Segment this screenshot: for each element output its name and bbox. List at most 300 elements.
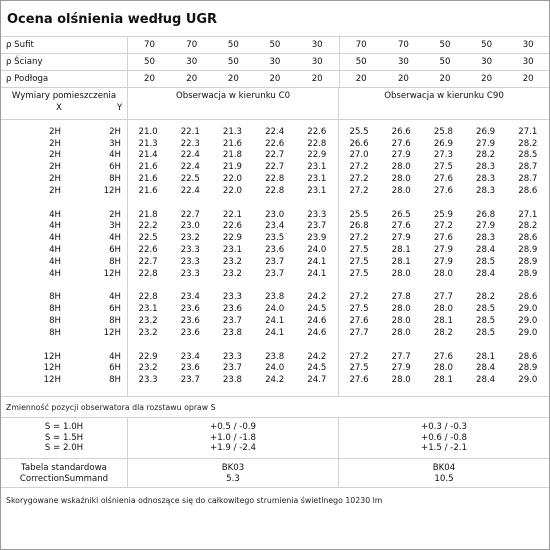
- c0-variation-column: [128, 422, 338, 454]
- ugr-value: 27.9: [476, 221, 496, 232]
- ugr-value: 28.1: [391, 245, 411, 256]
- c90-variation: +1.5 / -2.1: [421, 443, 467, 453]
- divider: [1, 487, 549, 488]
- reflectance-value: 30: [466, 54, 508, 71]
- reflectance-value: 50: [213, 37, 255, 54]
- ugr-value: 22.9: [138, 351, 158, 362]
- ugr-value: 27.2: [349, 233, 369, 244]
- divider: [1, 458, 549, 459]
- ugr-value: 27.5: [349, 256, 369, 267]
- ugr-value: 27.9: [391, 150, 411, 161]
- reflectance-value: 20: [128, 71, 171, 88]
- room-y: 4H: [109, 150, 121, 161]
- ugr-value: 25.5: [349, 126, 369, 137]
- ugr-value: 28.3: [476, 233, 496, 244]
- ugr-value: 28.9: [518, 268, 538, 279]
- divider: [127, 88, 128, 120]
- ugr-value: 21.0: [138, 126, 158, 137]
- ugr-value: 27.7: [391, 351, 411, 362]
- ugr-value: 24.6: [307, 316, 327, 327]
- group-spacer: [1, 339, 549, 351]
- c90-header: Obserwacja w kierunku C90: [384, 91, 504, 101]
- ugr-value: 22.4: [180, 150, 200, 161]
- ugr-value: 21.6: [138, 174, 158, 185]
- reflectance-value: 70: [339, 37, 382, 54]
- ugr-value: 24.0: [307, 245, 327, 256]
- ugr-value: 22.8: [265, 174, 285, 185]
- reflectance-label: ρ Ściany: [1, 54, 128, 71]
- ugr-value: 21.8: [222, 150, 243, 161]
- ugr-value: 23.2: [138, 363, 158, 374]
- ugr-value: 23.6: [180, 316, 200, 327]
- ugr-value: 28.9: [518, 363, 538, 374]
- ugr-value: 28.1: [391, 256, 411, 267]
- divider: [338, 88, 339, 120]
- ugr-value: 27.1: [518, 209, 538, 220]
- ugr-value: 27.2: [349, 292, 369, 303]
- room-y: 6H: [109, 245, 121, 256]
- c90-variation-column: [339, 422, 549, 454]
- ugr-value: 23.3: [180, 245, 200, 256]
- reflectance-value: 50: [339, 54, 382, 71]
- reflectance-value: 30: [171, 54, 213, 71]
- room-x: 4H: [49, 245, 61, 256]
- ugr-value: 27.6: [433, 185, 453, 196]
- ugr-value: 22.9: [222, 233, 243, 244]
- ugr-value: 28.0: [391, 268, 411, 279]
- ugr-value: 23.6: [180, 327, 200, 338]
- room-y: 12H: [103, 327, 121, 338]
- ugr-value: 22.8: [138, 292, 158, 303]
- c0-standard: [128, 463, 338, 485]
- divider: [127, 458, 128, 487]
- c90-correction: 10.5: [434, 474, 454, 484]
- ugr-value: 22.6: [265, 138, 285, 149]
- ugr-value: 26.8: [349, 221, 369, 232]
- x-label: X: [56, 103, 62, 113]
- table-header: [1, 88, 549, 120]
- ugr-value: 27.6: [349, 316, 369, 327]
- room-y: 4H: [109, 292, 121, 303]
- c90-variation: +0.3 / -0.3: [421, 422, 467, 432]
- page-title: Ocena olśnienia według UGR: [7, 12, 218, 27]
- room-y: 4H: [109, 351, 121, 362]
- divider: [338, 458, 339, 487]
- divider: [127, 120, 128, 396]
- room-dimensions-label: Wymiary pomieszczenia: [11, 91, 117, 101]
- room-y: 12H: [103, 268, 121, 279]
- room-y: 2H: [109, 209, 121, 220]
- ugr-value: 22.5: [180, 174, 200, 185]
- ugr-value: 22.7: [180, 209, 200, 220]
- ugr-value: 23.2: [138, 327, 158, 338]
- reflectance-value: 20: [296, 71, 339, 88]
- ugr-value: 28.0: [391, 185, 411, 196]
- ugr-value: 28.4: [476, 363, 496, 374]
- reflectance-value: 30: [507, 54, 549, 71]
- ugr-value: 21.9: [222, 162, 243, 173]
- c0-correction: 5.3: [226, 474, 240, 484]
- ugr-value: 28.1: [433, 316, 453, 327]
- room-y: 6H: [109, 304, 121, 315]
- c0-header: Obserwacja w kierunku C0: [175, 91, 291, 101]
- ugr-value: 28.2: [476, 150, 496, 161]
- ugr-value: 26.9: [433, 138, 453, 149]
- ugr-value: 28.3: [476, 162, 496, 173]
- ugr-value: 23.1: [307, 162, 327, 173]
- table-row: [1, 292, 549, 304]
- room-y: 8H: [109, 375, 121, 386]
- reflectance-value: 20: [171, 71, 213, 88]
- table-row: [1, 268, 549, 280]
- room-y: 2H: [109, 126, 121, 137]
- reflectance-value: 20: [424, 71, 466, 88]
- spacing-label: S = 1.5H: [44, 432, 84, 443]
- ugr-value: 23.7: [222, 363, 243, 374]
- ugr-value: 28.0: [391, 162, 411, 173]
- table-row: [1, 363, 549, 375]
- ugr-value: 23.0: [265, 209, 285, 220]
- room-x: 4H: [49, 209, 61, 220]
- ugr-value: 28.3: [476, 174, 496, 185]
- reflectance-row: [1, 37, 549, 54]
- ugr-value: 22.4: [180, 185, 200, 196]
- ugr-value: 27.3: [433, 150, 453, 161]
- reflectance-value: 20: [466, 71, 508, 88]
- ugr-value: 26.9: [476, 126, 496, 137]
- ugr-value: 27.9: [476, 138, 496, 149]
- ugr-value: 23.6: [180, 363, 200, 374]
- ugr-value: 28.1: [433, 375, 453, 386]
- ugr-value: 21.4: [138, 150, 158, 161]
- ugr-value: 23.1: [307, 174, 327, 185]
- ugr-value: 27.6: [433, 174, 453, 185]
- table-row: [1, 327, 549, 339]
- room-x: 2H: [49, 138, 61, 149]
- reflectance-value: 20: [507, 71, 549, 88]
- group-spacer: [1, 197, 549, 209]
- room-x: 12H: [43, 351, 61, 362]
- ugr-value: 28.2: [518, 221, 538, 232]
- ugr-value: 29.0: [518, 327, 538, 338]
- spacing-label: S = 2.0H: [44, 443, 84, 453]
- ugr-value: 23.8: [222, 327, 243, 338]
- ugr-value: 26.8: [476, 209, 496, 220]
- ugr-value: 22.7: [138, 256, 158, 267]
- ugr-value: 26.6: [349, 138, 369, 149]
- ugr-value: 22.7: [265, 150, 285, 161]
- ugr-value: 21.8: [138, 209, 158, 220]
- ugr-value: 27.9: [433, 245, 453, 256]
- ugr-value: 27.6: [433, 233, 453, 244]
- reflectance-value: 30: [507, 37, 549, 54]
- ugr-value: 22.0: [222, 185, 243, 196]
- ugr-value: 22.2: [138, 221, 158, 232]
- ugr-value: 28.2: [518, 138, 538, 149]
- ugr-value: 22.3: [180, 138, 200, 149]
- ugr-value: 29.0: [518, 304, 538, 315]
- ugr-value: 23.3: [307, 209, 327, 220]
- ugr-value: 21.3: [222, 126, 243, 137]
- ugr-value: 27.8: [391, 292, 411, 303]
- room-x: 4H: [49, 256, 61, 267]
- ugr-value: 22.5: [138, 233, 158, 244]
- ugr-value: 28.0: [433, 268, 453, 279]
- ugr-value: 28.4: [476, 268, 496, 279]
- ugr-value: 28.6: [518, 185, 538, 196]
- ugr-value: 22.1: [222, 209, 243, 220]
- ugr-value: 28.5: [476, 256, 496, 267]
- reflectance-value: 30: [383, 54, 425, 71]
- ugr-value: 24.7: [307, 375, 327, 386]
- correction-summand-label: CorrectionSummand: [19, 474, 109, 484]
- room-y: 12H: [103, 185, 121, 196]
- ugr-value: 27.6: [391, 221, 411, 232]
- reflectance-value: 50: [424, 37, 466, 54]
- table-row: [1, 173, 549, 185]
- c90-standard: [339, 463, 549, 485]
- room-y: 3H: [109, 138, 121, 149]
- ugr-value: 27.5: [349, 268, 369, 279]
- ugr-value: 23.7: [180, 375, 200, 386]
- room-x: 12H: [43, 363, 61, 374]
- ugr-value: 27.2: [349, 185, 369, 196]
- ugr-value: 25.5: [349, 209, 369, 220]
- ugr-value: 21.6: [138, 185, 158, 196]
- ugr-value: 22.6: [138, 245, 158, 256]
- table-row: [1, 138, 549, 150]
- room-x: 2H: [49, 126, 61, 137]
- ugr-value: 27.2: [349, 174, 369, 185]
- reflectance-value: 70: [383, 37, 425, 54]
- ugr-value: 24.1: [265, 327, 285, 338]
- ugr-value: 28.9: [518, 256, 538, 267]
- room-y: 6H: [109, 363, 121, 374]
- ugr-value: 24.1: [307, 256, 327, 267]
- table-row: [1, 209, 549, 221]
- ugr-value: 22.1: [180, 126, 200, 137]
- ugr-value: 21.3: [138, 138, 158, 149]
- room-y: 8H: [109, 256, 121, 267]
- room-y: 8H: [109, 316, 121, 327]
- ugr-value: 28.7: [518, 174, 538, 185]
- ugr-value: 23.8: [222, 375, 243, 386]
- ugr-value: 24.0: [265, 363, 285, 374]
- ugr-value: 23.3: [222, 292, 243, 303]
- ugr-value: 23.7: [307, 221, 327, 232]
- room-x: 12H: [43, 375, 61, 386]
- divider: [338, 417, 339, 458]
- ugr-value: 28.0: [433, 304, 453, 315]
- ugr-value: 29.0: [518, 375, 538, 386]
- room-x: 2H: [49, 185, 61, 196]
- ugr-value: 23.3: [180, 268, 200, 279]
- room-x: 4H: [49, 233, 61, 244]
- room-x: 2H: [49, 150, 61, 161]
- group-spacer: [1, 280, 549, 292]
- ugr-value: 28.5: [476, 316, 496, 327]
- ugr-value: 23.0: [180, 221, 200, 232]
- ugr-value: 21.6: [138, 162, 158, 173]
- ugr-value: 23.6: [265, 245, 285, 256]
- divider: [338, 120, 339, 396]
- ugr-value: 24.2: [307, 292, 327, 303]
- reflectance-value: 20: [213, 71, 255, 88]
- ugr-value: 23.2: [180, 233, 200, 244]
- ugr-value: 28.6: [518, 233, 538, 244]
- ugr-value: 28.0: [391, 174, 411, 185]
- ugr-value: 23.8: [265, 351, 285, 362]
- ugr-value: 23.3: [180, 256, 200, 267]
- ugr-value: 22.7: [265, 162, 285, 173]
- ugr-value: 23.1: [307, 185, 327, 196]
- ugr-value: 27.5: [349, 363, 369, 374]
- ugr-value: 26.5: [391, 209, 411, 220]
- ugr-value: 23.1: [138, 304, 158, 315]
- ugr-value: 24.0: [265, 304, 285, 315]
- footnote: Skorygowane wskaźniki olśnienia odnoszące się do całkowitego strumienia świetlnego 10230 lm: [6, 496, 383, 505]
- room-x: 4H: [49, 221, 61, 232]
- reflectance-value: 50: [466, 37, 508, 54]
- ugr-value: 22.4: [180, 162, 200, 173]
- divider: [1, 417, 549, 418]
- ugr-value: 24.5: [307, 363, 327, 374]
- reflectance-value: 50: [424, 54, 466, 71]
- ugr-value: 24.2: [307, 351, 327, 362]
- ugr-value: 26.6: [391, 126, 411, 137]
- room-x: 8H: [49, 316, 61, 327]
- reflectance-value: 20: [339, 71, 382, 88]
- ugr-value: 23.4: [180, 292, 200, 303]
- table-row: [1, 315, 549, 327]
- standard-table-labels: [1, 463, 127, 485]
- ugr-value: 24.1: [307, 268, 327, 279]
- ugr-value: 27.9: [391, 233, 411, 244]
- ugr-value: 28.6: [518, 292, 538, 303]
- ugr-value: 23.7: [222, 316, 243, 327]
- ugr-value: 25.9: [433, 209, 453, 220]
- ugr-value: 27.9: [391, 363, 411, 374]
- reflectance-table: [1, 36, 549, 88]
- ugr-value: 23.2: [222, 256, 243, 267]
- ugr-value: 27.5: [433, 162, 453, 173]
- table-row: [1, 244, 549, 256]
- reflectance-label: ρ Sufit: [1, 37, 128, 54]
- reflectance-value: 30: [296, 54, 339, 71]
- c0-variation: +1.0 / -1.8: [210, 432, 256, 443]
- ugr-value: 23.1: [222, 245, 243, 256]
- room-x: 2H: [49, 174, 61, 185]
- ugr-value: 27.2: [433, 221, 453, 232]
- ugr-value: 23.7: [265, 256, 285, 267]
- ugr-value: 22.9: [307, 150, 327, 161]
- y-label: Y: [117, 103, 123, 113]
- ugr-value: 28.2: [433, 327, 453, 338]
- reflectance-value: 50: [213, 54, 255, 71]
- standard-table-label: Tabela standardowa: [21, 463, 107, 473]
- ugr-value: 28.0: [391, 375, 411, 386]
- table-row: [1, 351, 549, 363]
- ugr-value: 28.4: [476, 375, 496, 386]
- table-row: [1, 232, 549, 244]
- ugr-value: 28.0: [391, 304, 411, 315]
- ugr-value: 28.9: [518, 245, 538, 256]
- table-row: [1, 221, 549, 233]
- ugr-value: 28.1: [476, 351, 496, 362]
- reflectance-row: [1, 54, 549, 71]
- c0-variation: +1.9 / -2.4: [210, 443, 256, 453]
- table-row: [1, 374, 549, 386]
- reflectance-value: 30: [296, 37, 339, 54]
- reflectance-value: 30: [254, 54, 296, 71]
- reflectance-label: ρ Podłoga: [1, 71, 128, 88]
- ugr-value: 27.6: [433, 351, 453, 362]
- reflectance-value: 50: [128, 54, 171, 71]
- ugr-value: 28.5: [518, 150, 538, 161]
- ugr-value: 23.4: [265, 221, 285, 232]
- table-row: [1, 256, 549, 268]
- ugr-value: 27.7: [349, 327, 369, 338]
- c0-variation: +0.5 / -0.9: [210, 422, 256, 432]
- ugr-data-table: [1, 126, 549, 386]
- ugr-value: 25.8: [433, 126, 453, 137]
- ugr-value: 27.0: [349, 150, 369, 161]
- reflectance-value: 20: [383, 71, 425, 88]
- room-x: 8H: [49, 304, 61, 315]
- reflectance-value: 20: [254, 71, 296, 88]
- ugr-value: 22.0: [222, 174, 243, 185]
- ugr-value: 27.6: [391, 138, 411, 149]
- room-x: 8H: [49, 327, 61, 338]
- ugr-value: 28.6: [518, 351, 538, 362]
- ugr-value: 28.3: [476, 185, 496, 196]
- ugr-value: 22.8: [307, 138, 327, 149]
- ugr-value: 27.1: [518, 126, 538, 137]
- table-row: [1, 150, 549, 162]
- room-y: 6H: [109, 162, 121, 173]
- ugr-value: 24.5: [307, 304, 327, 315]
- ugr-value: 27.9: [433, 256, 453, 267]
- ugr-value: 23.3: [222, 351, 243, 362]
- ugr-value: 23.9: [307, 233, 327, 244]
- ugr-value: 23.6: [180, 304, 200, 315]
- c90-variation: +0.6 / -0.8: [421, 432, 467, 443]
- reflectance-value: 50: [254, 37, 296, 54]
- ugr-value: 22.8: [265, 185, 285, 196]
- ugr-value: 27.2: [349, 162, 369, 173]
- room-x: 2H: [49, 162, 61, 173]
- ugr-value: 28.5: [476, 304, 496, 315]
- ugr-value: 22.6: [222, 221, 243, 232]
- ugr-value: 28.2: [476, 292, 496, 303]
- ugr-value: 22.8: [138, 268, 158, 279]
- table-row: [1, 161, 549, 173]
- ugr-value: 27.2: [349, 351, 369, 362]
- ugr-value: 23.2: [138, 316, 158, 327]
- ugr-value: 22.4: [265, 126, 285, 137]
- spacing-label: S = 1.0H: [44, 422, 84, 432]
- divider: [1, 396, 549, 397]
- table-row: [1, 185, 549, 197]
- ugr-value: 23.6: [222, 304, 243, 315]
- table-row: [1, 303, 549, 315]
- ugr-value: 24.6: [307, 327, 327, 338]
- ugr-value: 24.1: [265, 316, 285, 327]
- reflectance-value: 70: [128, 37, 171, 54]
- ugr-value: 28.4: [476, 245, 496, 256]
- ugr-value: 27.7: [433, 292, 453, 303]
- divider: [127, 417, 128, 458]
